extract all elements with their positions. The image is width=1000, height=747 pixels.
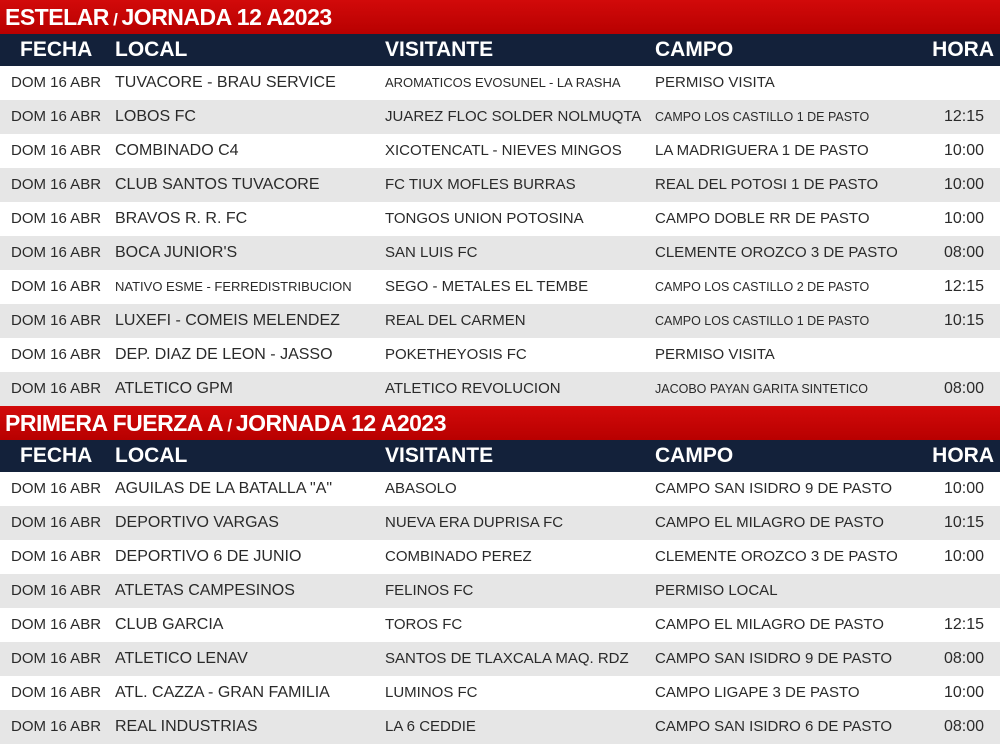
col-campo-cell: CAMPO LOS CASTILLO 1 DE PASTO (655, 314, 870, 328)
col-campo-header: CAMPO (655, 444, 734, 467)
table-row (0, 642, 1000, 676)
col-visitante-cell: TONGOS UNION POTOSINA (385, 210, 584, 227)
table-row (0, 540, 1000, 574)
col-local-cell: LOBOS FC (115, 108, 196, 125)
section-title: PRIMERA FUERZA A (5, 410, 224, 436)
table-row (0, 574, 1000, 608)
col-fecha-cell: DOM 16 ABR (11, 312, 102, 329)
col-fecha-cell: DOM 16 ABR (11, 480, 102, 497)
col-campo-cell: CAMPO LOS CASTILLO 2 DE PASTO (655, 280, 870, 294)
table-row (0, 676, 1000, 710)
col-campo-cell: CLEMENTE OROZCO 3 DE PASTO (655, 548, 898, 565)
col-visitante-cell: POKETHEYOSIS FC (385, 346, 527, 363)
col-local-cell: ATLETICO LENAV (115, 650, 248, 667)
col-local-cell: ATLETAS CAMPESINOS (115, 582, 295, 599)
section-title: ESTELAR (5, 4, 109, 30)
col-local-cell: CLUB SANTOS TUVACORE (115, 176, 320, 193)
col-fecha-cell: DOM 16 ABR (11, 548, 102, 565)
col-campo-cell: CAMPO LOS CASTILLO 1 DE PASTO (655, 110, 870, 124)
col-visitante-cell: XICOTENCATL - NIEVES MINGOS (385, 142, 622, 159)
col-fecha-cell: DOM 16 ABR (11, 244, 102, 261)
title-separator: / (223, 416, 236, 435)
table-row (0, 202, 1000, 236)
table-row (0, 304, 1000, 338)
section-banner (0, 406, 1000, 440)
col-visitante-cell: AROMATICOS EVOSUNEL - LA RASHA (385, 75, 621, 90)
col-local-cell: BRAVOS R. R. FC (115, 210, 248, 227)
col-fecha-header: FECHA (20, 38, 93, 61)
col-visitante-cell: ATLETICO REVOLUCION (385, 380, 561, 397)
col-visitante-cell: COMBINADO PEREZ (385, 548, 532, 565)
table-row (0, 506, 1000, 540)
table-row (0, 608, 1000, 642)
col-hora-cell: 10:00 (943, 480, 984, 497)
table-row (0, 66, 1000, 100)
col-campo-cell: CAMPO DOBLE RR DE PASTO (655, 210, 870, 227)
col-campo-cell: CAMPO EL MILAGRO DE PASTO (655, 616, 884, 633)
section-subtitle: JORNADA 12 A2023 (235, 410, 447, 436)
col-hora-cell: 08:00 (943, 244, 984, 261)
col-visitante-cell: SANTOS DE TLAXCALA MAQ. RDZ (385, 650, 629, 667)
table-row (0, 270, 1000, 304)
col-local-cell: DEPORTIVO 6 DE JUNIO (115, 548, 302, 565)
col-fecha-cell: DOM 16 ABR (11, 380, 102, 397)
col-hora-header: HORA (932, 38, 994, 61)
col-fecha-cell: DOM 16 ABR (11, 582, 102, 599)
col-fecha-cell: DOM 16 ABR (11, 616, 102, 633)
col-fecha-cell: DOM 16 ABR (11, 210, 102, 227)
table-header (0, 440, 1000, 472)
col-campo-cell: CAMPO EL MILAGRO DE PASTO (655, 514, 884, 531)
col-campo-cell: PERMISO LOCAL (655, 582, 778, 599)
col-hora-cell: 10:00 (943, 684, 984, 701)
col-local-cell: CLUB GARCIA (115, 616, 224, 633)
col-campo-cell: PERMISO VISITA (655, 346, 775, 363)
col-visitante-cell: FELINOS FC (385, 582, 474, 599)
col-local-cell: LUXEFI - COMEIS MELENDEZ (115, 312, 340, 329)
col-local-cell: AGUILAS DE LA BATALLA "A" (115, 480, 333, 497)
col-fecha-cell: DOM 16 ABR (11, 346, 102, 363)
col-hora-cell: 10:00 (943, 142, 984, 159)
col-visitante-cell: ABASOLO (385, 480, 457, 497)
title-separator: / (108, 10, 122, 29)
col-local-cell: DEP. DIAZ DE LEON - JASSO (115, 346, 333, 363)
col-fecha-cell: DOM 16 ABR (11, 514, 102, 531)
col-fecha-cell: DOM 16 ABR (11, 176, 102, 193)
col-local-cell: BOCA JUNIOR'S (115, 244, 238, 261)
col-visitante-cell: LUMINOS FC (385, 684, 478, 701)
col-fecha-cell: DOM 16 ABR (11, 142, 102, 159)
table-row (0, 236, 1000, 270)
col-local-cell: TUVACORE - BRAU SERVICE (115, 74, 336, 91)
col-visitante-cell: FC TIUX MOFLES BURRAS (385, 176, 576, 193)
table-row (0, 472, 1000, 506)
col-campo-cell: CLEMENTE OROZCO 3 DE PASTO (655, 244, 898, 261)
col-hora-cell: 10:00 (943, 548, 984, 565)
col-visitante-cell: SAN LUIS FC (385, 244, 478, 261)
col-local-header: LOCAL (115, 444, 188, 467)
col-campo-cell: CAMPO SAN ISIDRO 9 DE PASTO (655, 650, 892, 667)
col-fecha-cell: DOM 16 ABR (11, 74, 102, 91)
section-subtitle: JORNADA 12 A2023 (121, 4, 332, 30)
table-row (0, 134, 1000, 168)
col-hora-cell: 10:15 (943, 514, 984, 531)
col-visitante-cell: TOROS FC (385, 616, 463, 633)
col-fecha-cell: DOM 16 ABR (11, 108, 102, 125)
col-fecha-cell: DOM 16 ABR (11, 650, 102, 667)
col-visitante-cell: JUAREZ FLOC SOLDER NOLMUQTA (385, 108, 642, 125)
col-visitante-cell: LA 6 CEDDIE (385, 718, 476, 735)
col-local-cell: REAL INDUSTRIAS (115, 718, 258, 735)
col-local-cell: ATLETICO GPM (115, 380, 233, 397)
col-hora-cell: 12:15 (943, 278, 984, 295)
col-hora-cell: 08:00 (943, 650, 984, 667)
col-campo-cell: CAMPO SAN ISIDRO 9 DE PASTO (655, 480, 892, 497)
col-hora-cell: 10:15 (943, 312, 984, 329)
schedule-section (0, 406, 1000, 744)
col-fecha-cell: DOM 16 ABR (11, 718, 102, 735)
col-hora-cell: 10:00 (943, 210, 984, 227)
col-fecha-header: FECHA (20, 444, 93, 467)
col-local-cell: ATL. CAZZA - GRAN FAMILIA (115, 684, 330, 701)
col-campo-header: CAMPO (655, 38, 734, 61)
col-fecha-cell: DOM 16 ABR (11, 278, 102, 295)
table-row (0, 168, 1000, 202)
col-campo-cell: LA MADRIGUERA 1 DE PASTO (655, 142, 869, 159)
col-hora-cell: 08:00 (943, 718, 984, 735)
col-hora-cell: 08:00 (943, 380, 984, 397)
col-hora-cell: 12:15 (943, 616, 984, 633)
col-visitante-header: VISITANTE (385, 38, 494, 61)
col-hora-cell: 10:00 (943, 176, 984, 193)
section-banner (0, 0, 1000, 34)
col-campo-cell: JACOBO PAYAN GARITA SINTETICO (655, 382, 868, 396)
col-campo-cell: CAMPO SAN ISIDRO 6 DE PASTO (655, 718, 892, 735)
table-row (0, 100, 1000, 134)
col-hora-header: HORA (932, 444, 994, 467)
col-local-cell: DEPORTIVO VARGAS (115, 514, 279, 531)
table-row (0, 372, 1000, 406)
col-fecha-cell: DOM 16 ABR (11, 684, 102, 701)
table-row (0, 338, 1000, 372)
col-local-cell: NATIVO ESME - FERREDISTRIBUCION (115, 279, 352, 294)
col-campo-cell: REAL DEL POTOSI 1 DE PASTO (655, 176, 879, 193)
col-local-cell: COMBINADO C4 (115, 142, 239, 159)
col-visitante-header: VISITANTE (385, 444, 494, 467)
table-row (0, 710, 1000, 744)
col-hora-cell: 12:15 (943, 108, 984, 125)
col-visitante-cell: SEGO - METALES EL TEMBE (385, 278, 589, 295)
col-visitante-cell: NUEVA ERA DUPRISA FC (385, 514, 564, 531)
col-local-header: LOCAL (115, 38, 188, 61)
col-campo-cell: PERMISO VISITA (655, 74, 775, 91)
col-campo-cell: CAMPO LIGAPE 3 DE PASTO (655, 684, 860, 701)
table-header (0, 34, 1000, 66)
col-visitante-cell: REAL DEL CARMEN (385, 312, 526, 329)
